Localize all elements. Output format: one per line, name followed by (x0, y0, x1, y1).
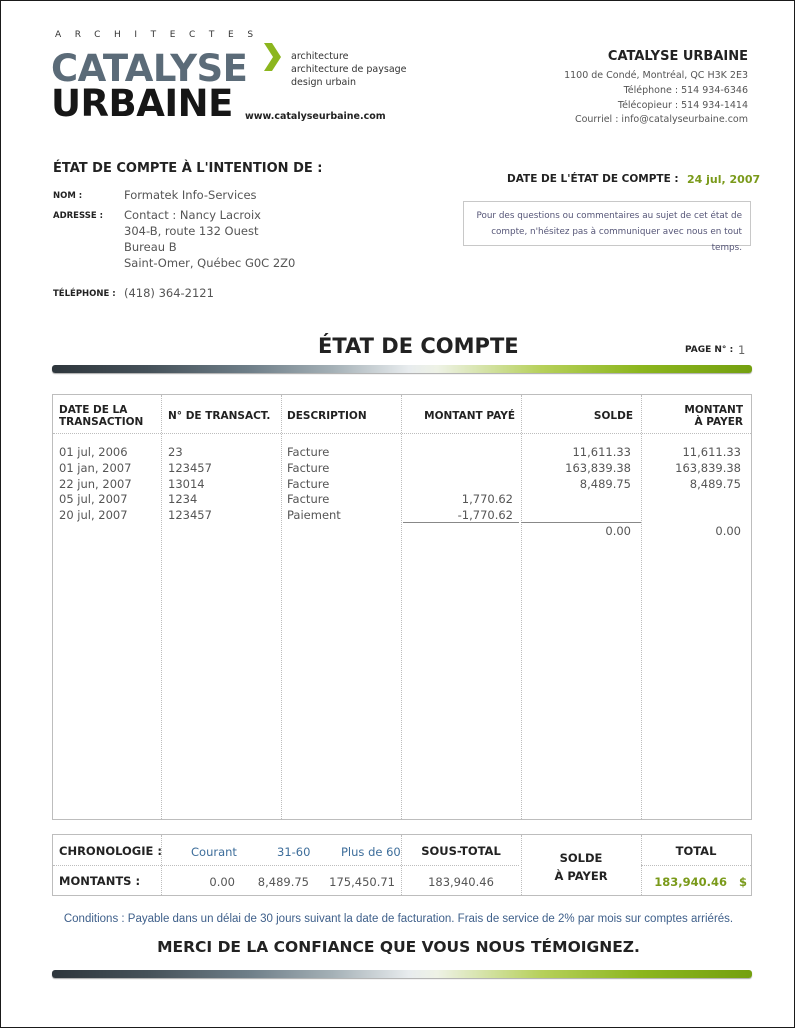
address-line: 304-B, route 132 Ouest (124, 224, 259, 238)
balance-due-label-line2: À PAYER (554, 869, 608, 883)
header-transaction-number: N° DE TRANSACT. (168, 410, 271, 422)
address-line: Saint-Omer, Québec G0C 2Z0 (124, 256, 296, 270)
logo-architectes: ARCHITECTES (55, 30, 267, 40)
logo-chevron-icon (262, 43, 282, 71)
cell-paid (401, 461, 513, 477)
header-divider (53, 433, 751, 434)
cell-balance: 11,611.33 (572, 445, 631, 459)
cell-due: 11,611.33 (682, 445, 741, 459)
address-label: ADRESSE : (53, 211, 104, 221)
cell-paid (401, 445, 513, 461)
contact-note (463, 201, 751, 253)
page-title: ÉTAT DE COMPTE (318, 334, 519, 358)
company-email: Courriel : info@catalyseurbaine.com (574, 114, 748, 125)
cell-description: Facture (287, 476, 330, 491)
header-due-line2: À PAYER (694, 416, 743, 428)
header-balance: SOLDE (593, 410, 633, 422)
subtotal-amount: 183,940.46 (428, 875, 494, 889)
company-address: 1100 de Condé, Montréal, QC H3K 2E3 (564, 70, 748, 81)
cell-description: Paiement (287, 508, 341, 523)
thank-you-message: MERCI DE LA CONFIANCE QUE VOUS NOUS TÉMOIGNEZ. (157, 938, 640, 956)
chronology-label: CHRONOLOGIE : (59, 844, 162, 858)
header-date (59, 404, 143, 428)
cell-due (641, 492, 741, 508)
current-label: Courant (191, 845, 237, 859)
cell-date: 20 jul, 2007 (59, 508, 128, 523)
column-description (287, 445, 341, 524)
cell-balance: 8,489.75 (579, 476, 631, 491)
recipient-name: Formatek Info-Services (124, 188, 257, 202)
statement-date: 24 jul, 2007 (687, 173, 761, 186)
header-amount-due (641, 404, 743, 428)
tagline-paysage: architecture de paysage (291, 64, 407, 75)
balance-due-label-line1: SOLDE (559, 851, 603, 865)
balance-total-rule (521, 522, 641, 523)
transactions-table (52, 394, 752, 820)
currency-symbol: $ (738, 875, 747, 889)
cell-number: 123457 (168, 460, 212, 475)
page-number-label: PAGE N° : (685, 345, 734, 355)
website-link[interactable]: www.catalyseurbaine.com (245, 111, 386, 122)
company-name: CATALYSE URBAINE (607, 49, 748, 64)
column-balance (521, 445, 631, 540)
address-line: Bureau B (124, 240, 177, 254)
current-amount: 0.00 (209, 875, 235, 889)
cell-balance (521, 492, 631, 508)
cell-paid: -1,770.62 (457, 508, 513, 523)
over-60-label: Plus de 60 (341, 845, 401, 859)
column-divider (161, 395, 162, 819)
cell-paid (401, 477, 513, 493)
payment-conditions: Conditions : Payable dans un délai de 30 jours suivant la date de facturation. Frais de service de 2% par mois sur comptes arriérés. (63, 913, 734, 925)
range-31-60-label: 31-60 (277, 845, 311, 859)
column-transaction-number (168, 445, 212, 524)
subtotal-label: SOUS-TOTAL (421, 844, 501, 858)
recipient-heading: ÉTAT DE COMPTE À L'INTENTION DE : (53, 161, 323, 176)
logo-line-urbaine: URBAINE (51, 82, 233, 125)
cell-description: Facture (287, 492, 330, 507)
cell-number: 23 (168, 445, 183, 459)
cell-balance: 163,839.38 (565, 460, 631, 475)
cell-date: 01 jul, 2006 (59, 445, 128, 459)
header-description: DESCRIPTION (287, 410, 367, 422)
gradient-divider-bottom (52, 970, 752, 978)
cell-description: Facture (287, 445, 330, 459)
contact-note-line: Pour des questions ou commentaires au sujet de cet état de (476, 211, 742, 221)
cell-description: Facture (287, 460, 330, 475)
cell-number: 13014 (168, 476, 205, 491)
logo-line-catalyse: CATALYSE (51, 47, 248, 90)
cell-due (641, 508, 741, 524)
header-date-line1: DATE DE LA (59, 404, 128, 416)
column-date (59, 445, 132, 524)
column-amount-paid (401, 445, 513, 524)
aging-summary-table (52, 834, 752, 896)
due-total: 0.00 (715, 523, 741, 538)
cell-number: 123457 (168, 508, 212, 523)
cell-due: 8,489.75 (689, 476, 741, 491)
paid-total-rule (403, 522, 519, 523)
phone-label: TÉLÉPHONE : (53, 289, 116, 299)
column-divider (521, 835, 522, 895)
contact-note-line: compte, n'hésitez pas à communiquer avec nous en tout temps. (491, 227, 742, 253)
name-label: NOM : (53, 191, 83, 201)
gradient-divider-top (52, 365, 752, 373)
address-line: Contact : Nancy Lacroix (124, 208, 261, 222)
cell-paid: 1,770.62 (461, 492, 513, 507)
tagline-design: design urbain (291, 77, 356, 88)
cell-date: 01 jan, 2007 (59, 460, 132, 475)
column-divider (281, 395, 282, 819)
column-amount-due (641, 445, 741, 540)
cell-due: 163,839.38 (675, 460, 741, 475)
over-60-amount: 175,450.71 (329, 875, 395, 889)
statement-date-label: DATE DE L'ÉTAT DE COMPTE : (507, 173, 679, 185)
header-due-line1: MONTANT (684, 404, 743, 416)
header-amount-paid: MONTANT PAYÉ (424, 410, 515, 422)
recipient-phone: (418) 364-2121 (124, 286, 214, 300)
company-phone: Téléphone : 514 934-6346 (623, 85, 748, 96)
amounts-label: MONTANTS : (59, 874, 141, 888)
company-fax: Télécopieur : 514 934-1414 (617, 100, 748, 111)
range-31-60-amount: 8,489.75 (257, 875, 309, 889)
row-divider (641, 865, 751, 866)
cell-number: 1234 (168, 492, 198, 507)
header-date-line2: TRANSACTION (59, 416, 144, 428)
cell-date: 05 jul, 2007 (59, 492, 128, 507)
page-number: 1 (738, 343, 746, 357)
total-amount (641, 875, 747, 889)
cell-date: 22 jun, 2007 (59, 476, 132, 491)
tagline-architecture: architecture (291, 51, 349, 62)
total-label: TOTAL (675, 844, 717, 858)
row-divider (53, 865, 519, 866)
balance-total: 0.00 (605, 523, 631, 538)
total-value: 183,940.46 (654, 875, 727, 889)
